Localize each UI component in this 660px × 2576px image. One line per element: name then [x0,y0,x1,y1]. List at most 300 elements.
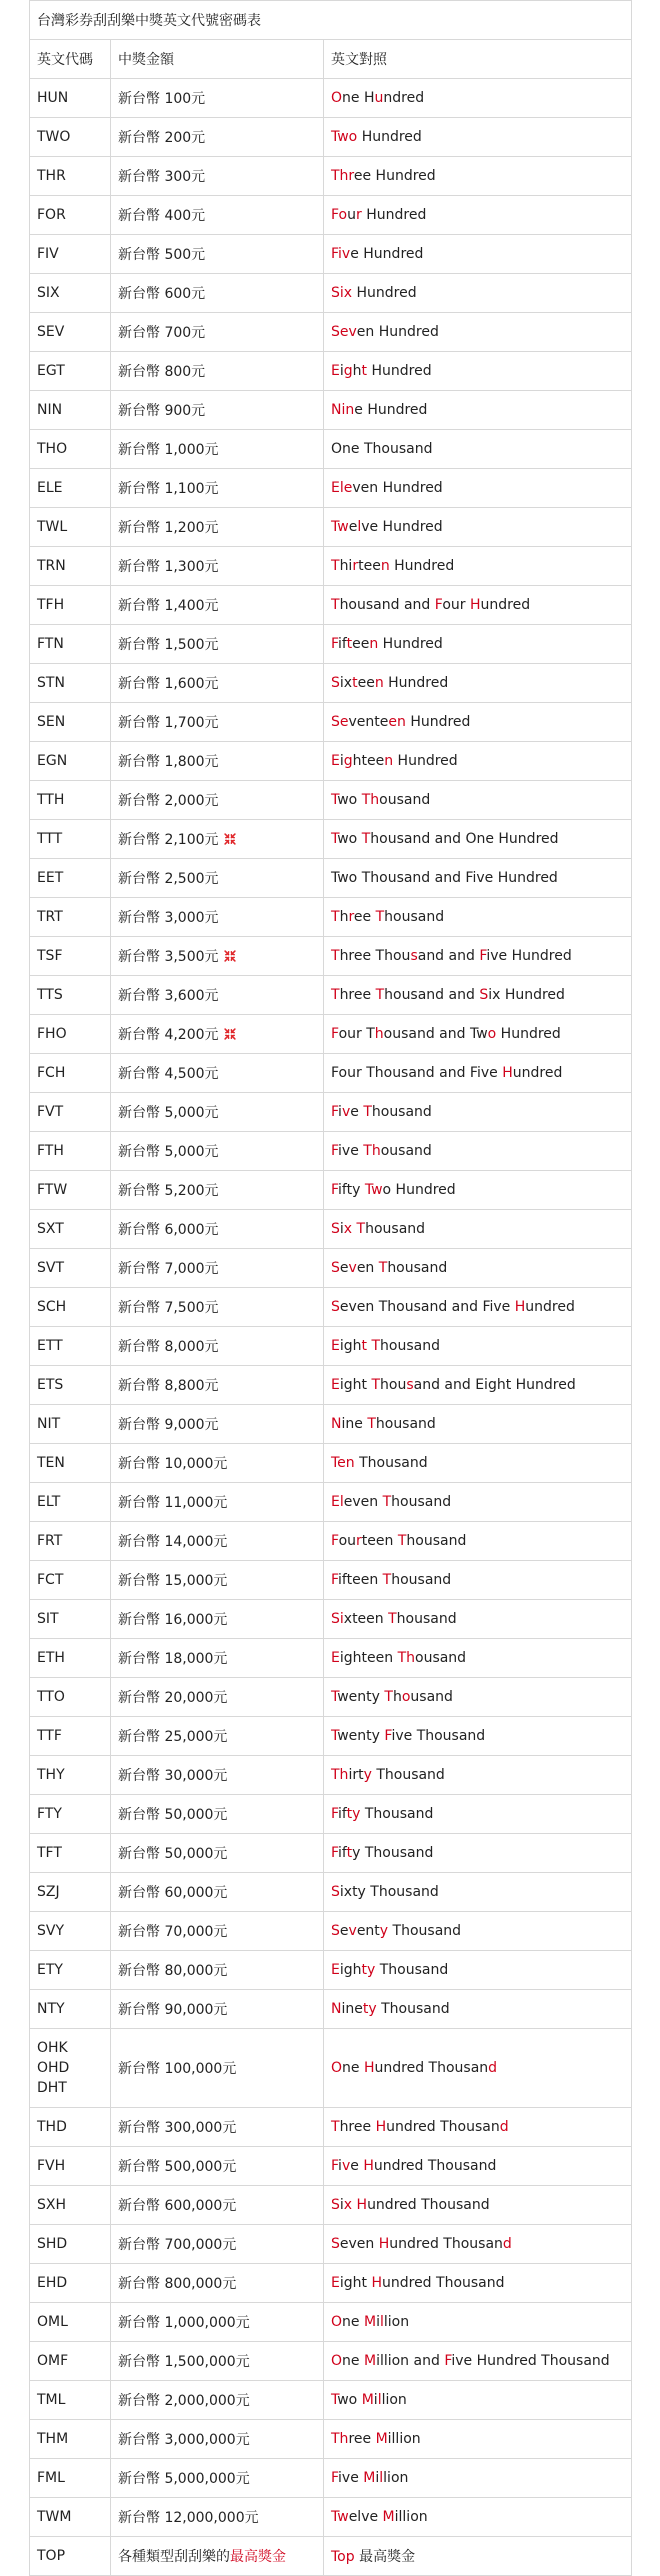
amount-text: 新台幣 3,000元 [118,910,219,926]
code-text: ETT [37,1338,63,1354]
code-cell [30,2537,111,2576]
english-cell [324,820,632,859]
amount-cell [111,976,324,1015]
highlight-letters: H [469,597,481,613]
code-cell [30,1639,111,1678]
table-row [30,469,632,508]
highlight-letters: d [502,2236,512,2252]
english-cell [324,1756,632,1795]
text-segment: housand [380,1338,440,1354]
code-cell [30,547,111,586]
text-segment: if [338,1806,347,1822]
code-text: OHD [37,2060,70,2076]
highlight-letters: S [331,675,340,691]
english-cell [324,2029,632,2108]
text-segment: ee [357,675,375,691]
amount-cell [111,1093,324,1132]
text-segment: Hundred [405,714,471,730]
amount-text: 新台幣 5,200元 [118,1183,219,1199]
table-row [30,1132,632,1171]
highlight-letters: n [380,558,390,574]
amount-text: 新台幣 7,500元 [118,1300,219,1316]
english-cell [324,391,632,430]
amount-cell [111,2381,324,2420]
text-segment: Thousand [360,1806,434,1822]
text-segment: ine [341,1416,368,1432]
code-text: FHO [37,1026,67,1042]
table-row [30,1483,632,1522]
highlight-letters: v [348,1923,357,1939]
amount-cell [111,742,324,781]
text-segment: even [343,1494,383,1510]
text-segment: One Thousand [331,441,433,457]
amount-text: 新台幣 4,500元 [118,1066,219,1082]
english-cell [324,742,632,781]
code-cell [30,1405,111,1444]
amount-cell [111,2342,324,2381]
text-segment: i [339,2197,344,2213]
code-text: FCT [37,1572,64,1588]
code-text: DHT [37,2080,67,2096]
code-text: TTT [37,831,63,847]
english-cell [324,937,632,976]
text-segment: Hundred [393,753,458,769]
table-row [30,2029,632,2108]
amount-text: 新台幣 70,000元 [118,1924,228,1940]
text-segment: undred Thousan [386,2119,500,2135]
code-cell [30,2225,111,2264]
code-text: NIN [37,402,63,418]
code-cell [30,118,111,157]
code-cell [30,508,111,547]
text-segment: e [348,519,358,535]
code-text: TOP [37,2548,66,2564]
english-cell [324,274,632,313]
amount-cell [111,859,324,898]
highlight-letters: T [331,987,340,1003]
highlight-letters: Ten [331,1455,355,1471]
highlight-letters: F [331,1104,339,1120]
english-cell [324,898,632,937]
highlight-letters: T [361,831,371,847]
english-cell [324,1249,632,1288]
amount-text: 新台幣 600,000元 [118,2198,237,2214]
text-segment: our [442,597,470,613]
code-text: FVH [37,2158,66,2174]
amount-text: 新台幣 8,000元 [118,1339,219,1355]
english-cell [324,1093,632,1132]
text-segment: o Hundred [382,1182,456,1198]
amount-cell [111,2537,324,2576]
text-segment: e [350,1104,364,1120]
code-cell [30,1249,111,1288]
highlight-letters: F [331,1533,339,1549]
highlight-letters: E [331,1650,340,1666]
text-segment: T [366,1026,375,1042]
amount-cell [111,2029,324,2108]
code-text: TWO [37,129,71,145]
code-cell [30,703,111,742]
code-text: SEN [37,714,66,730]
english-cell [324,976,632,1015]
code-text: THM [37,2431,69,2447]
highlight-letters: g [343,363,353,379]
code-text: FVT [37,1104,64,1120]
amount-text: 新台幣 2,000元 [118,793,219,809]
highlight-letters: t [361,1338,368,1354]
code-table-container [29,0,631,2576]
code-text: TWM [37,2509,72,2525]
code-cell [30,1210,111,1249]
table-row [30,430,632,469]
amount-cell [111,1483,324,1522]
anger-symbol-icon [223,832,237,846]
code-cell [30,157,111,196]
text-segment: hree Thou [339,948,411,964]
header-amount: 中獎金額 [111,40,324,79]
amount-cell [111,664,324,703]
code-text: TTO [37,1689,65,1705]
highlight-letters: Nin [331,402,355,418]
code-cell [30,2381,111,2420]
header-english: 英文對照 [324,40,632,79]
highlight-letters: d [488,2060,498,2076]
code-cell [30,937,111,976]
table-row [30,508,632,547]
code-cell [30,2029,111,2108]
code-cell [30,235,111,274]
table-row [30,79,632,118]
table-row [30,118,632,157]
highlight-letters: H [502,1065,513,1081]
code-cell [30,1756,111,1795]
amount-cell [111,1522,324,1561]
table-title-row [30,1,632,40]
table-row [30,1834,632,1873]
highlight-letters: M [382,2509,395,2525]
text-segment: ight [339,1377,372,1393]
amount-cell [111,1288,324,1327]
highlight-letters: u [374,90,384,106]
table-body [30,79,632,2576]
highlight-letters: Tw [331,2509,349,2525]
text-segment: ousand [415,1650,467,1666]
table-row [30,274,632,313]
text-segment: wo [337,2392,362,2408]
amount-cell [111,1678,324,1717]
highlight-letters: o [487,1026,497,1042]
table-row [30,1951,632,1990]
amount-cell [111,2498,324,2537]
amount-text: 新台幣 1,700元 [118,715,219,731]
highlight-letters: Two [331,129,358,145]
table-row [30,937,632,976]
text-segment: ee [352,636,370,652]
amount-cell [111,313,324,352]
text-segment: ight [339,2275,372,2291]
highlight-letters: r [348,909,354,925]
code-cell [30,196,111,235]
amount-text: 新台幣 1,500元 [118,637,219,653]
text-segment: Hundred [383,675,449,691]
text-segment: Hundred [352,285,417,301]
highlight-letters: v [348,1260,357,1276]
english-cell [324,859,632,898]
text-segment: igh [339,1338,362,1354]
highlight-letters: Th [397,1650,415,1666]
code-cell [30,1054,111,1093]
table-row [30,1288,632,1327]
amount-text: 新台幣 9,000元 [118,1417,219,1433]
english-cell [324,1288,632,1327]
highlight-letters: O [331,2060,343,2076]
english-cell [324,1561,632,1600]
code-text: ELT [37,1494,61,1510]
text-segment: housand [396,1611,457,1627]
english-cell [324,1171,632,1210]
amount-cell [111,1054,324,1093]
text-segment: e Hundred [354,402,428,418]
amount-cell [111,1249,324,1288]
table-row [30,898,632,937]
code-text: OMF [37,2353,69,2369]
highlight-letters: E [331,1962,340,1978]
amount-text: 新台幣 5,000元 [118,1144,219,1160]
amount-cell [111,1444,324,1483]
table-row [30,1639,632,1678]
table-row [30,1873,632,1912]
table-row [30,1249,632,1288]
text-segment: tee [358,558,381,574]
highlight-letters: T [356,1221,366,1237]
amount-text: 新台幣 12,000,000元 [118,2510,259,2526]
code-text: SVT [37,1260,65,1276]
amount-cell [111,2303,324,2342]
text-segment: undred [480,597,531,613]
code-cell [30,859,111,898]
table-row [30,703,632,742]
text-segment: illion [394,2509,428,2525]
highlight-letters: E [331,363,340,379]
highlight-letters: H [363,2158,374,2174]
amount-text: 新台幣 300元 [118,169,206,185]
code-text: THO [37,441,68,457]
amount-text: 新台幣 20,000元 [118,1690,228,1706]
highlight-letters: Th [331,2431,349,2447]
amount-cell [111,1756,324,1795]
amount-cell [111,781,324,820]
amount-cell [111,703,324,742]
text-segment: i [375,2470,380,2486]
highlight-letters: M [361,2392,374,2408]
text-segment: if [338,636,347,652]
amount-text: 新台幣 800元 [118,364,206,380]
text-segment: Hundred [389,558,455,574]
table-row [30,1093,632,1132]
code-cell [30,469,111,508]
table-row [30,391,632,430]
text-segment: ive Thousand [391,1728,486,1744]
amount-cell [111,1834,324,1873]
highlight-letters: ty [362,2001,377,2017]
highlight-letters: F [331,1143,339,1159]
highlight-letters: F [434,597,443,613]
highlight-letters: S [331,2197,340,2213]
highlight-letters: g [343,753,353,769]
highlight-letters: x [343,2197,353,2213]
amount-cell [111,1366,324,1405]
text-segment: irt [348,1767,364,1783]
code-cell [30,586,111,625]
anger-symbol-icon [223,1027,237,1041]
text-segment: ve Hundred [361,519,443,535]
highlight-letters: F [331,636,339,652]
highlight-letters: S [331,1884,340,1900]
text-segment: i [338,1104,342,1120]
code-cell [30,1990,111,2029]
english-cell [324,2381,632,2420]
english-cell [324,1522,632,1561]
english-cell [324,2498,632,2537]
amount-cell [111,2225,324,2264]
highlight-letters: ty [346,1806,361,1822]
english-cell [324,1366,632,1405]
code-cell [30,2147,111,2186]
text-segment: Two Thousand and Five Hundred [331,870,558,886]
code-cell [30,1795,111,1834]
amount-text: 新台幣 5,000元 [118,1105,219,1121]
highlight-letters: F [331,2470,339,2486]
highlight-letters: O [331,2314,343,2330]
text-segment: ou [338,1533,357,1549]
table-row [30,1990,632,2029]
highlight-letters: T [331,909,340,925]
amount-text: 新台幣 8,800元 [118,1378,219,1394]
text-segment: ix Hundred [488,987,565,1003]
table-row [30,2186,632,2225]
highlight-letters: n [384,753,394,769]
amount-text: 新台幣 60,000元 [118,1885,228,1901]
table-row [30,625,632,664]
code-cell [30,2342,111,2381]
code-cell [30,1561,111,1600]
highlight-letters: o [401,1689,411,1705]
highlight-letters: T [361,792,371,808]
code-text: TSF [37,948,63,964]
code-text: FOR [37,207,66,223]
code-cell [30,1600,111,1639]
highlight-letters: Fiv [331,246,351,262]
code-text: FCH [37,1065,66,1081]
code-cell [30,1366,111,1405]
table-row [30,1795,632,1834]
table-row [30,2459,632,2498]
english-cell [324,79,632,118]
highlight-letters: T [382,1572,392,1588]
highlight-letters: F [331,1806,339,1822]
highlight-letters: E [331,2275,340,2291]
table-row [30,1327,632,1366]
amount-text: 新台幣 500,000元 [118,2159,237,2175]
amount-text: 新台幣 16,000元 [118,1612,228,1628]
code-cell [30,1288,111,1327]
code-text: TTF [37,1728,62,1744]
text-segment: housand [371,1104,432,1120]
highlight-letters: r [356,207,362,223]
text-segment: wo [337,792,362,808]
table-row [30,196,632,235]
text-segment: even [339,2236,379,2252]
code-text: ETS [37,1377,64,1393]
highlight-letters: Si [331,1611,344,1627]
code-cell [30,1444,111,1483]
highlight-letters: T [375,987,385,1003]
table-row [30,1678,632,1717]
code-text: ELE [37,480,63,496]
text-segment: even Thousand and Five [339,1299,515,1315]
highlight-letters: Top [331,2549,355,2565]
text-segment: i [339,363,344,379]
amount-cell [111,1795,324,1834]
amount-text: 新台幣 1,600元 [118,676,219,692]
code-cell [30,1015,111,1054]
highlight-letters: O [331,90,343,106]
text-segment: lion [381,2392,407,2408]
amount-text: 新台幣 100,000元 [118,2061,237,2077]
amount-text: 新台幣 700,000元 [118,2237,237,2253]
highlight-letters: T [375,909,385,925]
english-cell [324,2342,632,2381]
english-cell [324,586,632,625]
text-segment: i [376,2314,380,2330]
highlight-letters: M [375,2431,388,2447]
code-text: TFH [37,597,65,613]
amount-text: 新台幣 1,800元 [118,754,219,770]
text-segment: ne H [342,90,375,106]
table-row [30,2303,632,2342]
code-text: SCH [37,1299,67,1315]
text-segment: ent [356,1923,380,1939]
code-text: FTH [37,1143,64,1159]
highlight-letters: Tw [364,1182,383,1198]
text-segment: undred Thousand [367,2197,490,2213]
highlight-letters: E [331,753,340,769]
text-segment: undred [512,1065,563,1081]
amount-text: 新台幣 90,000元 [118,2002,228,2018]
text-segment: i [339,1221,344,1237]
table-row [30,1912,632,1951]
amount-text: 新台幣 1,100元 [118,481,219,497]
amount-text: 新台幣 14,000元 [118,1534,228,1550]
table-row [30,664,632,703]
table-row [30,352,632,391]
amount-cell [111,235,324,274]
highlight-letters: F [384,1728,392,1744]
highlight-letters: H [363,2060,375,2076]
amount-text: 新台幣 1,400元 [118,598,219,614]
text-segment: ousand [380,1143,432,1159]
amount-cell [111,430,324,469]
text-segment: housand [375,1416,436,1432]
highlight-letters: N [331,1416,342,1432]
highlight-letters: r [352,558,359,574]
text-segment: wenty [337,1728,385,1744]
code-cell [30,2264,111,2303]
text-segment: ifty [338,1182,365,1198]
table-row [30,2264,632,2303]
english-cell [324,2147,632,2186]
highlight-letters: El [331,1494,344,1510]
